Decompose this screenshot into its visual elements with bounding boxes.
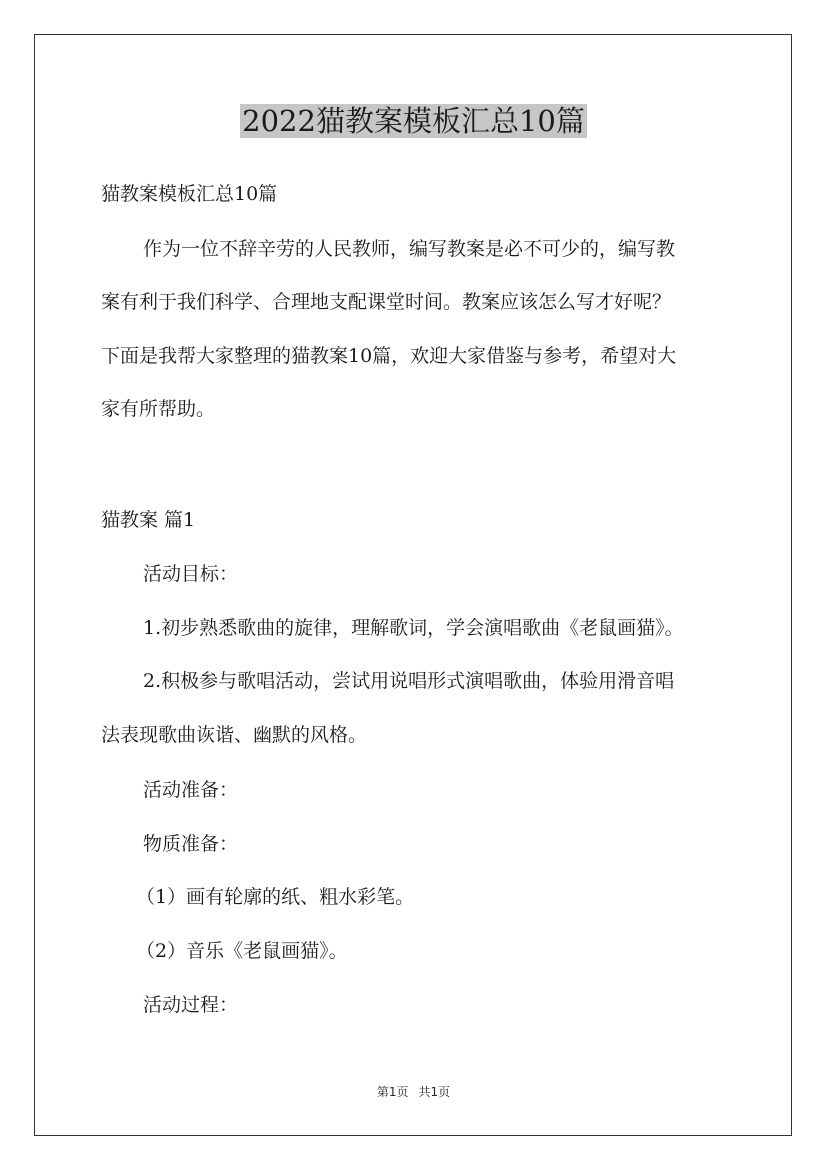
page-total: 共1页 [418,1085,451,1099]
document-title [0,100,827,142]
section-heading: 猫教案 篇1 [101,509,196,531]
intro-line-1: 作为一位不辞辛劳的人民教师，编写教案是必不可少的，编写教 [143,238,676,260]
body-line-1: 活动目标： [143,563,239,585]
intro-line-4: 家有所帮助。 [101,398,216,420]
body-line-8: （2）音乐《老鼠画猫》。 [136,940,348,962]
body-line-7: （1）画有轮廓的纸、粗水彩笔。 [136,886,415,908]
body-line-5: 活动准备： [143,779,239,801]
body-line-6: 物质准备： [143,833,239,855]
body-line-2: 1.初步熟悉歌曲的旋律，理解歌词，学会演唱歌曲《老鼠画猫》。 [143,617,684,639]
body-line-9: 活动过程： [143,994,239,1016]
body-line-4: 法表现歌曲诙谐、幽默的风格。 [101,724,368,746]
intro-line-3: 下面是我帮大家整理的猫教案10篇，欢迎大家借鉴与参考，希望对大 [101,345,677,367]
document-subtitle: 猫教案模板汇总10篇 [101,183,278,205]
intro-line-2: 案有利于我们科学、合理地支配课堂时间。教案应该怎么写才好呢？ [101,291,672,313]
document-title-text: 2022猫教案模板汇总10篇 [242,104,585,138]
page-footer [0,1084,827,1100]
page-number: 第1页 [376,1085,409,1099]
body-line-3: 2.积极参与歌唱活动，尝试用说唱形式演唱歌曲，体验用滑音唱 [143,670,675,692]
